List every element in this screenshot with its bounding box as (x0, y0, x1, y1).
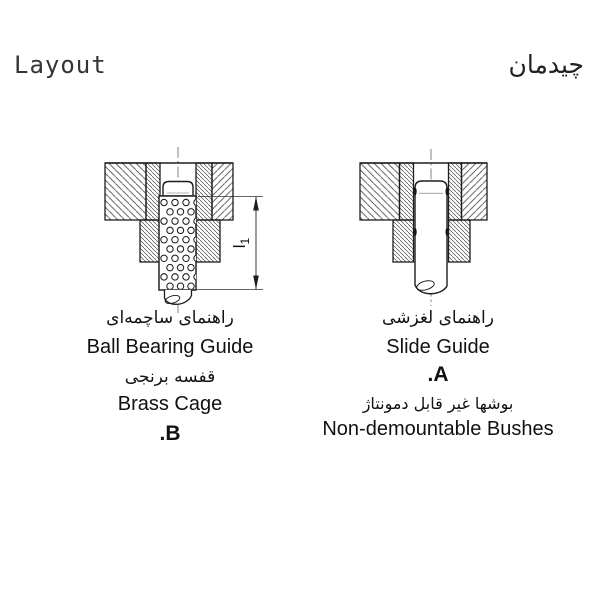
right-caption-farsi: راهنمای لغزشی (382, 308, 494, 328)
guide-bush-left (146, 163, 160, 220)
die-plate-left (360, 163, 400, 220)
guide-bush-right (449, 163, 462, 220)
die-plate-right (462, 163, 488, 220)
arrow-down (253, 276, 259, 290)
right-subcaption-farsi: بوشها غیر قابل دمونتاژ (362, 394, 514, 413)
lower-plate-right (196, 220, 220, 262)
guide-pin-tip (164, 290, 191, 305)
slide-guide-drawing (360, 149, 487, 306)
slide-guide-pin (415, 181, 447, 294)
left-caption-english: Ball Bearing Guide (86, 336, 254, 358)
guide-bush-right (196, 163, 212, 220)
left-subcaption-farsi: قفسه برنجی (124, 367, 216, 387)
lower-plate-right (449, 220, 471, 262)
die-plate-left (105, 163, 146, 220)
guide-pin-head (163, 182, 193, 197)
left-variant-label: .B (159, 422, 181, 445)
ball-bearing-guide-drawing (105, 147, 263, 313)
page-title: Layout (14, 51, 107, 79)
right-subcaption-english: Non-demountable Bushes (322, 418, 554, 440)
left-subcaption-english: Brass Cage (117, 393, 223, 415)
lower-plate-left (393, 220, 414, 262)
guide-bush-left (400, 163, 414, 220)
right-variant-label: .A (427, 363, 449, 386)
lower-plate-left (140, 220, 160, 262)
dimension-label: $l_1$ (230, 237, 252, 249)
page-title-farsi: چیدمان (508, 50, 584, 79)
right-caption-english: Slide Guide (386, 336, 490, 358)
arrow-up (253, 197, 259, 211)
die-plate-right (212, 163, 233, 220)
left-caption-farsi: راهنمای ساچمه‌ای (106, 308, 234, 328)
